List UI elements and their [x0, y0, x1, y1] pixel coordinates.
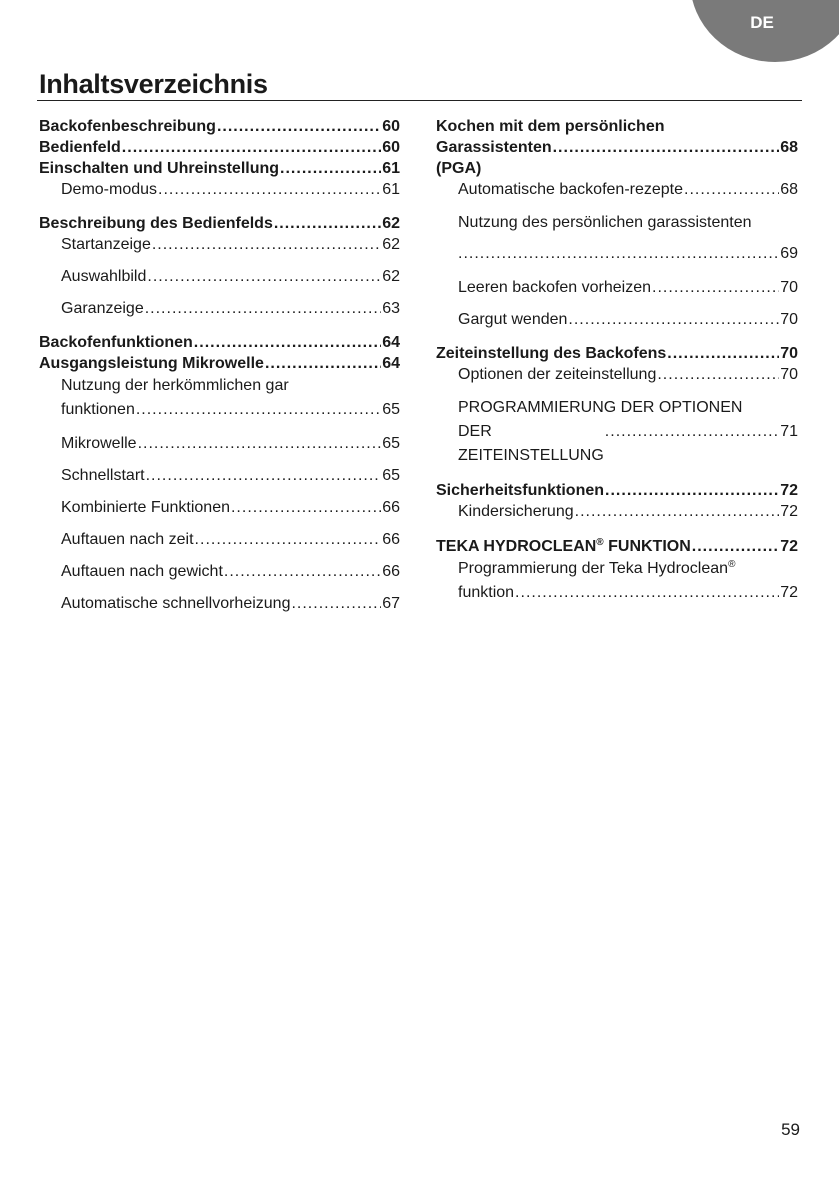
toc-page-number: 62 — [382, 215, 400, 232]
toc-entry-label: Backofenfunktionen — [39, 334, 193, 351]
toc-entry-label: funktionen — [61, 401, 135, 418]
dot-leader — [145, 298, 381, 319]
toc-entry[interactable] — [39, 137, 400, 158]
toc-entry-label: Auftauen nach gewicht — [61, 563, 223, 580]
registered-mark: ® — [596, 537, 604, 548]
registered-mark: ® — [728, 559, 736, 570]
toc-entry-label: Kombinierte Funktionen — [61, 499, 230, 516]
dot-leader — [152, 234, 381, 255]
toc-page-number: 70 — [780, 345, 798, 362]
toc-entry-label: Programmierung der Teka Hydroclean® — [458, 559, 736, 577]
toc-entry-label: Zeiteinstellung des Backofens — [436, 345, 667, 362]
toc-entry-label: Automatische backofen-rezepte — [458, 181, 684, 198]
toc-page-number: 61 — [382, 160, 400, 177]
toc-subentry[interactable] — [39, 497, 400, 518]
toc-entry[interactable] — [39, 332, 400, 353]
toc-page-number: 66 — [382, 531, 400, 548]
toc-left-column — [39, 116, 400, 625]
toc-page-number: 62 — [382, 268, 400, 285]
toc-page-number: 67 — [382, 595, 400, 612]
toc-page-number: 72 — [780, 503, 798, 520]
toc-page-number: 66 — [382, 499, 400, 516]
toc-page-number: 65 — [382, 467, 400, 484]
toc-entry[interactable] — [436, 480, 798, 501]
toc-subentry[interactable] — [436, 309, 798, 330]
toc-entry-label: Nutzung der herkömmlichen gar — [61, 377, 289, 394]
toc-entry-label: Kindersicherung — [458, 503, 574, 520]
dot-leader — [274, 213, 381, 234]
page-number: 59 — [781, 1120, 800, 1139]
toc-page-number: 72 — [780, 584, 798, 601]
page-title: Inhaltsverzeichnis — [39, 69, 268, 99]
toc-page-number: 68 — [780, 181, 798, 198]
toc-subentry[interactable] — [39, 298, 400, 319]
toc-entry-label: Einschalten und Uhreinstellung — [39, 160, 280, 177]
toc-entry-label: Nutzung des persönlichen garassistenten — [458, 214, 752, 231]
toc-subentry[interactable] — [436, 364, 798, 385]
dot-leader — [138, 433, 382, 454]
toc-entry-label: Ausgangsleistung Mikrowelle — [39, 355, 264, 372]
toc-entry-label: PROGRAMMIERUNG DER OPTIONEN — [458, 399, 743, 416]
toc-entry-label: Garassistenten (PGA) — [436, 139, 552, 177]
toc-entry-label: Gargut wenden — [458, 311, 568, 328]
toc-subentry[interactable] — [39, 234, 400, 255]
toc-entry-label: Auswahlbild — [61, 268, 147, 285]
toc-entry-label: Automatische schnellvorheizung — [61, 595, 291, 612]
dot-leader — [280, 158, 381, 179]
toc-page-number: 63 — [382, 300, 400, 317]
dot-leader — [667, 343, 779, 364]
dot-leader — [652, 277, 779, 298]
toc-entry-label: Optionen der zeiteinstellung — [458, 366, 657, 383]
toc-entry-label: DER ZEITEINSTELLUNG — [458, 423, 604, 464]
dot-leader — [692, 536, 779, 557]
dot-leader — [657, 364, 779, 385]
dot-leader — [265, 353, 381, 374]
toc-page-number: 64 — [382, 355, 400, 372]
dot-leader — [231, 497, 381, 518]
dot-leader — [146, 465, 382, 486]
toc-right-column — [436, 116, 798, 616]
toc-entry[interactable] — [436, 536, 798, 557]
title-divider — [37, 100, 802, 101]
toc-page-number: 70 — [780, 366, 798, 383]
toc-subentry[interactable] — [436, 396, 798, 468]
toc-page-number: 65 — [382, 435, 400, 452]
dot-leader — [684, 179, 779, 200]
dot-leader — [568, 309, 779, 330]
toc-subentry[interactable] — [436, 557, 798, 605]
toc-subentry[interactable] — [39, 561, 400, 582]
dot-leader — [575, 501, 780, 522]
language-label: DE — [750, 13, 774, 32]
dot-leader — [158, 179, 381, 200]
dot-leader — [553, 137, 780, 158]
dot-leader — [217, 116, 381, 137]
toc-page-number: 64 — [382, 334, 400, 351]
dot-leader — [515, 581, 779, 605]
toc-entry[interactable] — [436, 343, 798, 364]
toc-page-number: 71 — [780, 423, 798, 440]
toc-entry-label: Leeren backofen vorheizen — [458, 279, 652, 296]
toc-subentry[interactable] — [436, 277, 798, 298]
toc-subentry[interactable] — [39, 529, 400, 550]
toc-entry[interactable] — [436, 116, 798, 179]
toc-subentry[interactable] — [39, 465, 400, 486]
toc-page-number: 66 — [382, 563, 400, 580]
toc-page-number: 60 — [382, 139, 400, 156]
toc-page-number: 65 — [382, 401, 400, 418]
toc-page-number: 72 — [780, 482, 798, 499]
toc-entry-label: Garanzeige — [61, 300, 144, 317]
toc-entry-label: Mikrowelle — [61, 435, 137, 452]
toc-entry-label: Schnellstart — [61, 467, 145, 484]
toc-subentry[interactable] — [39, 593, 400, 614]
toc-subentry[interactable] — [436, 501, 798, 522]
toc-subentry[interactable] — [39, 266, 400, 287]
dot-leader — [122, 137, 381, 158]
dot-leader — [136, 398, 381, 422]
toc-subentry[interactable] — [39, 433, 400, 454]
toc-entry-label: Auftauen nach zeit — [61, 531, 194, 548]
dot-leader — [605, 480, 779, 501]
toc-entry[interactable] — [39, 353, 400, 374]
toc-entry-label: Demo-modus — [61, 181, 158, 198]
toc-page-number: 61 — [382, 181, 400, 198]
toc-entry-label: Sicherheitsfunktionen — [436, 482, 605, 499]
toc-entry-label: Backofenbeschreibung — [39, 118, 216, 135]
toc-entry[interactable] — [39, 158, 400, 179]
toc-entry-label: funktion — [458, 584, 515, 601]
dot-leader — [224, 561, 381, 582]
toc-entry[interactable] — [39, 213, 400, 234]
toc-page-number: 69 — [780, 245, 798, 262]
toc-entry-label: Bedienfeld — [39, 139, 121, 156]
toc-page-number: 60 — [382, 118, 400, 135]
dot-leader — [147, 266, 381, 287]
dot-leader — [291, 593, 381, 614]
toc-subentry[interactable] — [436, 179, 798, 200]
toc-subentry[interactable] — [39, 374, 400, 422]
toc-page-number: 68 — [780, 139, 798, 156]
toc-entry-label: TEKA HYDROCLEAN® FUNKTION — [436, 537, 691, 555]
toc-page-number: 72 — [780, 538, 798, 555]
dot-leader — [458, 242, 779, 266]
toc-entry-label: Beschreibung des Bedienfelds — [39, 215, 273, 232]
dot-leader — [605, 420, 779, 444]
toc-page-number: 70 — [780, 279, 798, 296]
toc-page-number: 70 — [780, 311, 798, 328]
toc-subentry[interactable] — [436, 211, 798, 266]
toc-page-number: 62 — [382, 236, 400, 253]
toc-entry-label: Kochen mit dem persönlichen — [436, 118, 665, 135]
toc-entry[interactable] — [39, 116, 400, 137]
toc-subentry[interactable] — [39, 179, 400, 200]
dot-leader — [195, 529, 382, 550]
toc-entry-label: Startanzeige — [61, 236, 151, 253]
dot-leader — [194, 332, 381, 353]
